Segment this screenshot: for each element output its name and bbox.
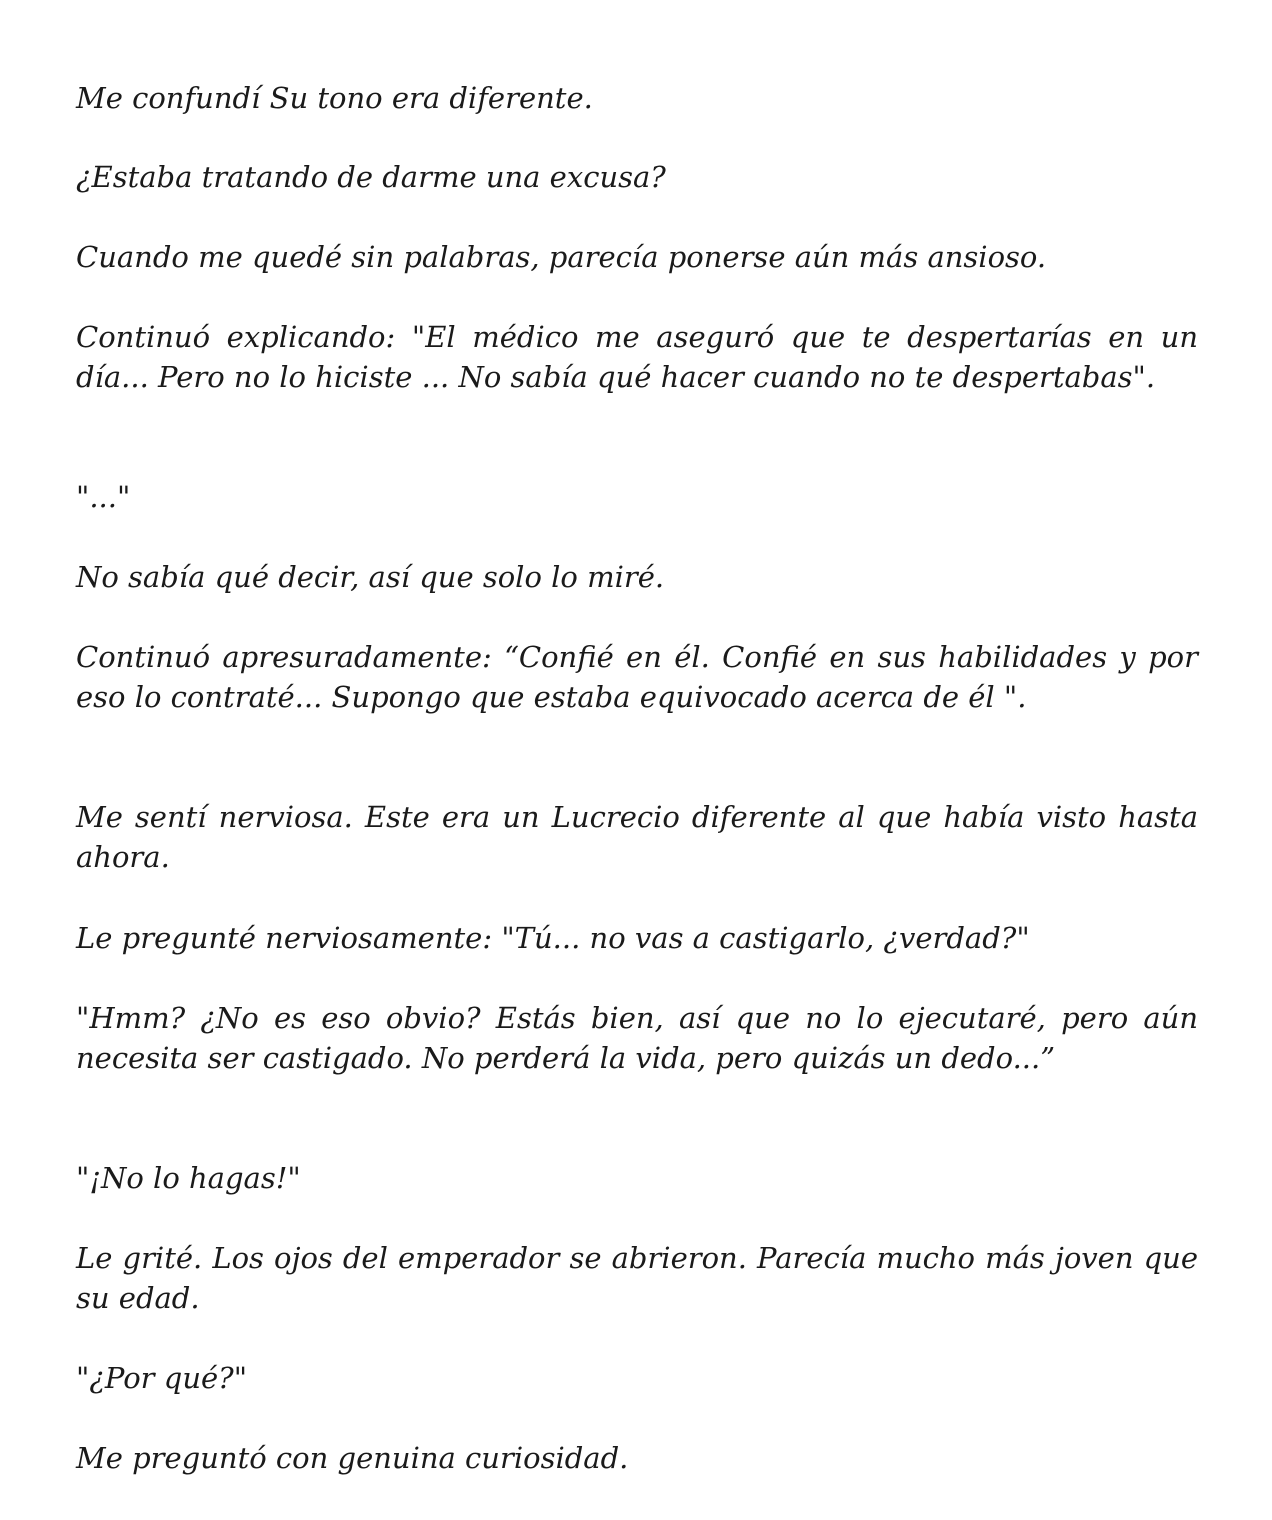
paragraph-10: "Hmm? ¿No es eso obvio? Estás bien, así que no lo ejecutaré, pero aún necesita ser castigado. No perderá la vida, pero quizás un dedo...” [76,1001,1198,1075]
document-page [76,0,1198,1520]
paragraph-8: Me sentí nerviosa. Este era un Lucrecio diferente al que había visto hasta ahora. [76,800,1198,874]
paragraph-9: Le pregunté nerviosamente: "Tú... no vas a castigarlo, ¿verdad?" [76,921,1030,955]
paragraph-4: Continuó explicando: "El médico me aseguró que te despertarías en un día... Pero no lo hiciste ... No sabía qué hacer cuando no te despertabas". [76,320,1198,394]
paragraph-12: Le grité. Los ojos del emperador se abrieron. Parecía mucho más joven que su edad. [76,1241,1198,1315]
paragraph-13: "¿Por qué?" [76,1361,248,1395]
paragraph-2: ¿Estaba tratando de darme una excusa? [76,160,666,194]
paragraph-5: "..." [76,480,131,514]
paragraph-11: "¡No lo hagas!" [76,1161,301,1195]
paragraph-3: Cuando me quedé sin palabras, parecía ponerse aún más ansioso. [76,240,1047,274]
paragraph-1: Me confundí Su tono era diferente. [76,81,593,115]
paragraph-7: Continuó apresuradamente: “Confié en él. Confié en sus habilidades y por eso lo contraté... Supongo que estaba equivocado acerca de él ". [76,640,1198,714]
paragraph-14: Me preguntó con genuina curiosidad. [76,1441,629,1475]
paragraph-6: No sabía qué decir, así que solo lo miré. [76,560,665,594]
